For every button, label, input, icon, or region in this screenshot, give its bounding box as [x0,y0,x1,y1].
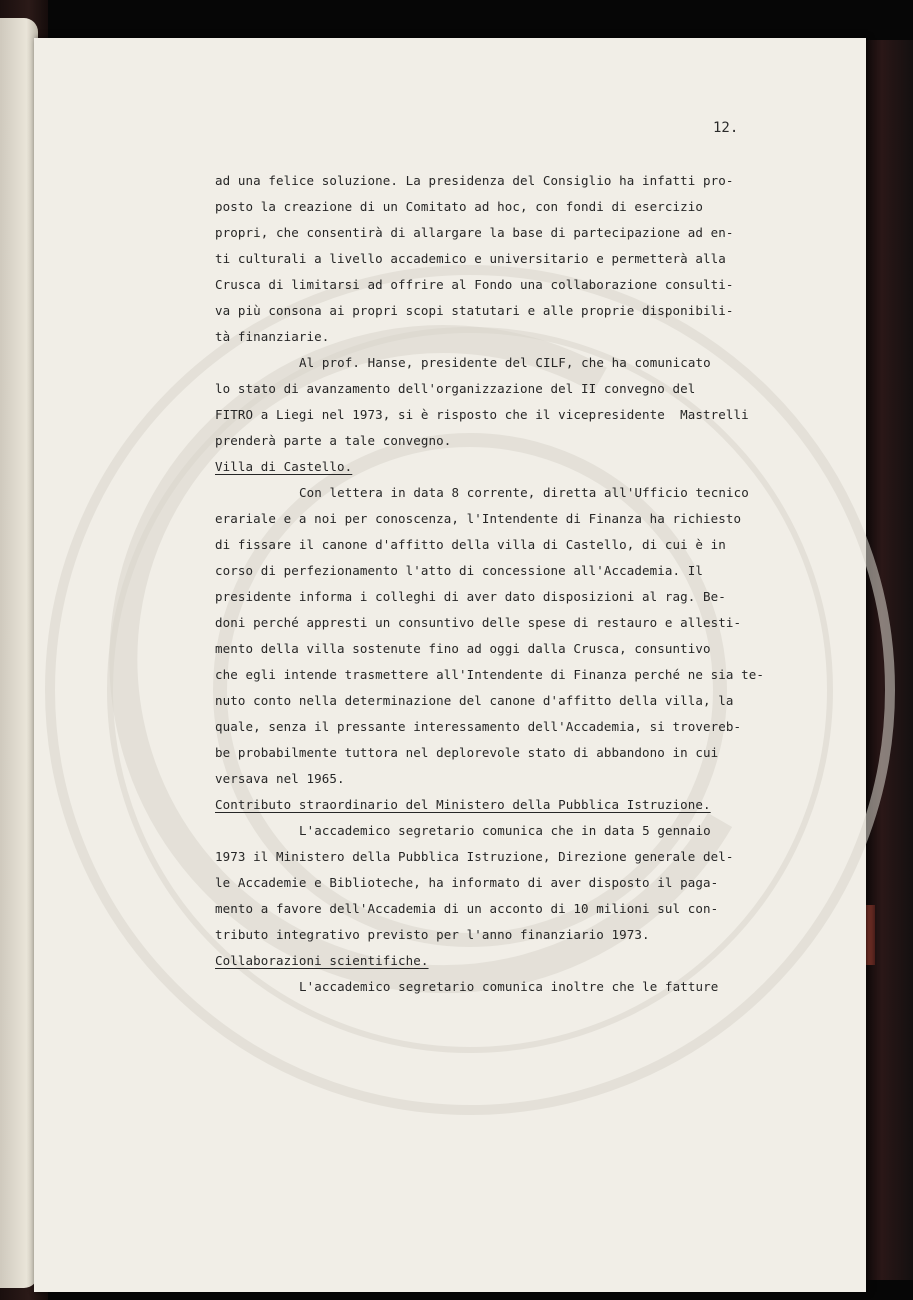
text-line: L'accademico segretario comunica inoltre che le fatture [299,979,719,994]
text-line: ti culturali a livello accademico e universitario e permetterà alla [215,251,726,266]
typed-text-block [215,168,775,1000]
text-line: le Accademie e Biblioteche, ha informato di aver disposto il paga- [215,875,719,890]
text-line: L'accademico segretario comunica che in data 5 gennaio [299,823,711,838]
text-line: be probabilmente tuttora nel deplorevole stato di abbandono in cui [215,745,719,760]
text-line: di fissare il canone d'affitto della villa di Castello, di cui è in [215,537,726,552]
text-line: Con lettera in data 8 corrente, diretta all'Ufficio tecnico [299,485,749,500]
text-line: erariale e a noi per conoscenza, l'Intendente di Finanza ha richiesto [215,511,742,526]
text-line: mento della villa sostenute fino ad oggi dalla Crusca, consuntivo [215,641,711,656]
text-line: propri, che consentirà di allargare la base di partecipazione ad en- [215,225,734,240]
text-line: quale, senza il pressante interessamento dell'Accademia, si trovereb- [215,719,742,734]
text-line: mento a favore dell'Accademia di un acconto di 10 milioni sul con- [215,901,719,916]
text-line: nuto conto nella determinazione del canone d'affitto della villa, la [215,693,734,708]
text-line: tà finanziarie. [215,329,330,344]
section-heading-contributo: Contributo straordinario del Ministero della Pubblica Istruzione. [215,797,711,812]
text-line: posto la creazione di un Comitato ad hoc, con fondi di esercizio [215,199,704,214]
text-line: 1973 il Ministero della Pubblica Istruzione, Direzione generale del- [215,849,734,864]
text-line: lo stato di avanzamento dell'organizzazione del II convegno del [215,381,696,396]
section-heading-villa: Villa di Castello. [215,459,353,474]
text-line: va più consona ai propri scopi statutari e alle proprie disponibili- [215,303,734,318]
text-line: FITRO a Liegi nel 1973, si è risposto che il vicepresidente Mastrelli [215,407,749,422]
section-heading-collaborazioni: Collaborazioni scientifiche. [215,953,429,968]
right-book-edge [861,40,913,1280]
text-line: Al prof. Hanse, presidente del CILF, che ha comunicato [299,355,711,370]
left-page-edge [0,18,38,1288]
text-line: ad una felice soluzione. La presidenza del Consiglio ha infatti pro- [215,173,734,188]
text-line: corso di perfezionamento l'atto di concessione all'Accademia. Il [215,563,704,578]
text-line: prenderà parte a tale convegno. [215,433,452,448]
text-line: Crusca di limitarsi ad offrire al Fondo una collaborazione consulti- [215,277,734,292]
text-line: versava nel 1965. [215,771,345,786]
text-line: che egli intende trasmettere all'Intendente di Finanza perché ne sia te- [215,667,765,682]
text-line: tributo integrativo previsto per l'anno finanziario 1973. [215,927,650,942]
text-line: presidente informa i colleghi di aver dato disposizioni al rag. Be- [215,589,726,604]
page-number: 12. [713,120,739,136]
text-line: doni perché appresti un consuntivo delle spese di restauro e allesti- [215,615,742,630]
